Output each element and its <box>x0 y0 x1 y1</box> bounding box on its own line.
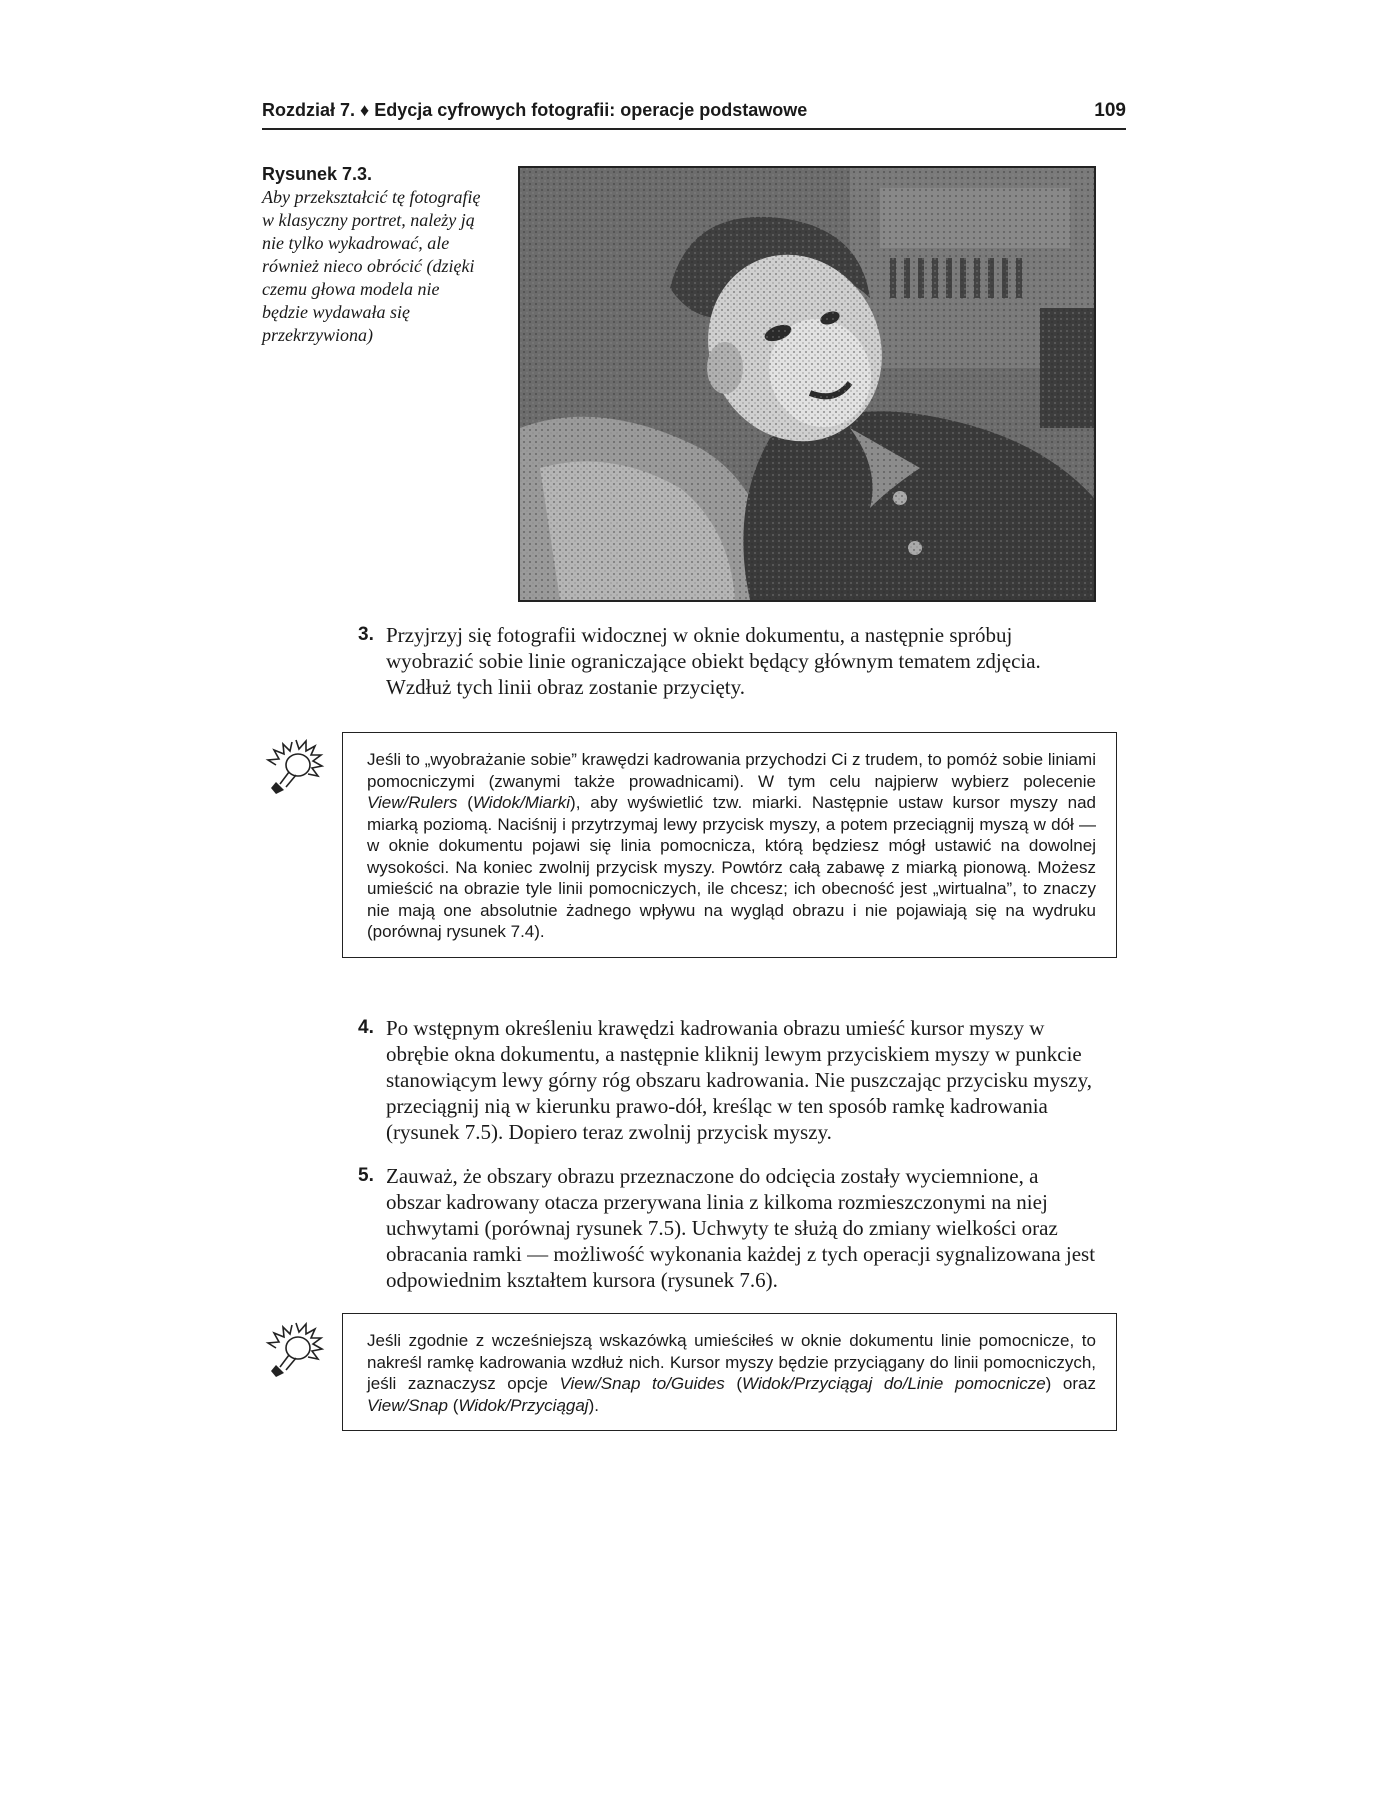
figure-label: Rysunek 7.3. <box>262 164 373 184</box>
menu-command: View/Rulers <box>367 793 458 812</box>
step-number: 4. <box>358 1017 374 1038</box>
running-header <box>262 98 1126 130</box>
page-number: 109 <box>1094 100 1126 121</box>
menu-command: View/Snap to/Guides <box>559 1374 725 1393</box>
menu-command-pl: Widok/Przyciągaj <box>458 1395 589 1415</box>
tip-text: ( <box>724 1374 743 1393</box>
figure-caption-text: Aby przekształcić tę fotografię w klasyczny portret, należy ją nie tylko wykadrować, ale również nieco obrócić (dzięki czemu głowa modela nie będzie wydawała się przekrzywiona) <box>262 187 481 345</box>
tip-text: ). <box>588 1395 599 1415</box>
step-text: Zauważ, że obszary obrazu przeznaczone do odcięcia zostały wyciemnione, a obszar kadrowany otacza przerywana linia z kilkoma rozmieszczonymi na niej uchwytami (porównaj rysunek 7.5). Uchwyty te służą do zmiany wielkości oraz obracania ramki — możliwość wykonania każdej z tych operacji sygnalizowana jest odpowiednim kształtem kursora (rysunek 7.6). <box>386 1164 1096 1292</box>
tip-box-guides <box>342 732 1117 958</box>
tip-text: ) oraz <box>1045 1374 1096 1393</box>
tip-box-snap <box>342 1313 1117 1431</box>
portrait-photo <box>518 166 1096 602</box>
chapter-title: Rozdział 7. ♦ Edycja cyfrowych fotografii: operacje podstawowe <box>262 100 808 120</box>
menu-command-pl: Widok/Przyciągaj do/Linie pomocnicze <box>742 1374 1046 1393</box>
step-5 <box>358 1163 1098 1293</box>
lightbulb-icon <box>262 732 328 798</box>
step-number: 3. <box>358 624 374 645</box>
step-text: Po wstępnym określeniu krawędzi kadrowania obrazu umieść kursor myszy w obrębie okna dokumentu, a następnie kliknij lewym przyciskiem myszy w punkcie stanowiącym lewy górny róg obszaru kadrowania. Nie puszczając przycisku myszy, przeciągnij nią w kierunku prawo-dół, kreśląc w ten sposób ramkę kadrowania (rysunek 7.5). Dopiero teraz zwolnij przycisk myszy. <box>386 1016 1092 1144</box>
tip-text: Jeśli to „wyobrażanie sobie” krawędzi kadrowania przychodzi Ci z trudem, to pomóż sobie liniami pomocniczymi (zwanymi także prowadnicami). W tym celu najpierw wybierz polecenie <box>367 750 1096 791</box>
tip-text: ( <box>457 793 473 812</box>
figure-caption <box>262 163 482 347</box>
lightbulb-icon <box>262 1315 328 1381</box>
step-4 <box>358 1015 1098 1145</box>
menu-command-pl: Widok/Miarki <box>472 793 571 812</box>
tip-text: ), aby wyświetlić tzw. miarki. Następnie ustaw kursor myszy nad miarką poziomą. Naciśnij i przytrzymaj lewy przycisk myszy, a potem przeciągnij myszą w dół — w oknie dokumentu pojawi się linia pomocnicza, którą będziesz mógł ustawić na dowolnej wysokości. Na koniec zwolnij przycisk myszy. Powtórz całą zabawę z miarką pionową. Możesz umieścić na obrazie tyle linii pomocniczych, ile chcesz; ich obecność jest „wirtualna”, to znaczy nie mają one absolutnie żadnego wpływu na wygląd obrazu i nie pojawiają się na wydruku (porównaj rysunek 7.4). <box>367 793 1096 941</box>
step-number: 5. <box>358 1165 374 1186</box>
step-text: Przyjrzyj się fotografii widocznej w oknie dokumentu, a następnie spróbuj wyobrazić sobie linie ograniczające obiekt będący głównym tematem zdjęcia. Wzdłuż tych linii obraz zostanie przycięty. <box>386 623 1041 699</box>
tip-text: Jeśli zgodnie z wcześniejszą wskazówką umieściłeś w oknie dokumentu linie pomocnicze, to nakreśl ramkę kadrowania wzdłuż nich. Kursor myszy będzie przyciągany do linii pomocniczych, jeśli zaznaczysz opcje <box>367 1331 1096 1393</box>
step-3 <box>358 622 1098 700</box>
menu-command: View/Snap <box>367 1395 448 1415</box>
tip-text: ( <box>447 1395 459 1415</box>
portrait-illustration <box>520 168 1094 600</box>
